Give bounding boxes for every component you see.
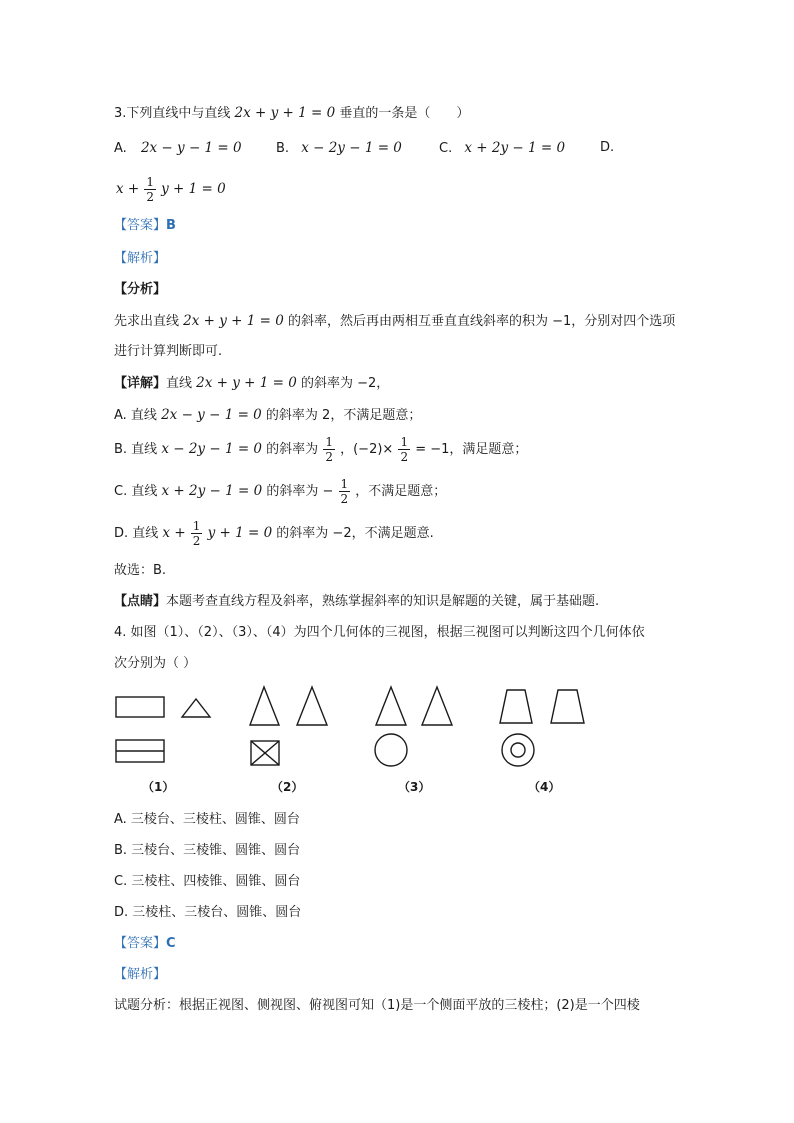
fenxi-post: 的斜率，然后再由两相互垂直直线斜率的积为 −1，分别对四个选项: [288, 314, 676, 329]
fig4-side-view-trapezoid: [551, 690, 584, 723]
q3-option-d-pre: x +: [116, 181, 140, 197]
detail-b-pre: B. 直线: [114, 442, 158, 457]
dianjing-text: 本题考查直线方程及斜率，熟练掌握斜率的知识是解题的关键，属于基础题.: [166, 594, 600, 609]
detail-c-equation: x + 2y − 1 = 0: [161, 483, 263, 499]
q3-option-b-label: B.: [276, 141, 290, 156]
fig-label-4: （4）: [528, 780, 561, 794]
q4-option-b: B. 三棱台、三棱锥、圆锥、圆台: [114, 843, 301, 858]
detail-c-mid: 的斜率为 −: [266, 484, 334, 499]
fenxi-pre: 先求出直线: [114, 314, 180, 329]
fig2-side-view-triangle: [297, 687, 327, 725]
answer-value: C: [166, 936, 176, 951]
q4-option-a: A. 三棱台、三棱柱、圆锥、圆台: [114, 812, 300, 827]
fig-label-1: （1）: [142, 780, 175, 794]
fig4-front-view-trapezoid: [500, 690, 532, 723]
q3-option-c-label: C.: [439, 141, 453, 156]
q3-option-c: x + 2y − 1 = 0: [464, 140, 566, 156]
fig3-side-view-triangle: [422, 687, 452, 725]
detail-tag: 【详解】: [114, 376, 167, 391]
q4-stem-line-1: 4. 如图（1）、（2）、（3）、（4）为四个几何体的三视图，根据三视图可以判断这四个几何体依: [114, 625, 645, 640]
q4-jiexi-tag: 【解析】: [114, 967, 167, 982]
fig-label-2: （2）: [271, 780, 304, 794]
detail-b-post: = −1，满足题意；: [415, 442, 528, 457]
detail-c-post: ，不满足题意；: [355, 484, 447, 499]
fenxi-equation: 2x + y + 1 = 0: [183, 313, 284, 329]
detail-d-eq1: x +: [162, 525, 186, 541]
q3-fenxi-line-2: 进行计算判断即可.: [114, 344, 223, 359]
fig4-top-view-inner-circle: [511, 743, 525, 757]
frac-denominator: 2: [340, 492, 349, 506]
detail-a-pre: A. 直线: [114, 408, 157, 423]
detail-d-post: 的斜率为 −2，不满足题意.: [276, 526, 434, 541]
answer-tag: 【答案】: [114, 936, 167, 951]
q4-answer: [114, 935, 176, 953]
frac-denominator: 2: [325, 450, 333, 464]
q3-stem-post: 垂直的一条是（ ）: [339, 106, 470, 121]
fig1-front-view-rectangle: [116, 697, 164, 717]
fig4-top-view-outer-circle: [502, 734, 534, 766]
detail-d-eq2: y + 1 = 0: [207, 525, 273, 541]
q4-analysis: 试题分析：根据正视图、侧视图、俯视图可知（1)是一个侧面平放的三棱柱；(2)是一个四棱: [114, 998, 640, 1013]
frac-numerator: 1: [340, 477, 349, 491]
answer-value: B: [166, 218, 176, 233]
frac-numerator: 1: [146, 175, 154, 189]
q3-stem-equation: 2x + y + 1 = 0: [234, 105, 336, 121]
fig3-front-view-triangle: [376, 687, 406, 725]
detail-a-post: 的斜率为 2，不满足题意；: [265, 408, 422, 423]
detail-b-mid: 的斜率为: [266, 442, 319, 457]
frac-numerator: 1: [325, 435, 333, 449]
q3-stem-pre: 3.下列直线中与直线: [114, 106, 231, 121]
answer-tag: 【答案】: [114, 218, 167, 233]
q3-option-b: x − 2y − 1 = 0: [301, 140, 402, 156]
detail-b-calc: ，(−2)×: [340, 442, 394, 457]
frac-numerator: 1: [192, 519, 201, 533]
q3-option-d-label: D.: [600, 140, 615, 155]
detail-b-equation: x − 2y − 1 = 0: [161, 441, 263, 457]
detail-post: 的斜率为 −2，: [301, 376, 390, 391]
frac-denominator: 2: [400, 450, 409, 464]
frac-denominator: 2: [192, 534, 201, 548]
detail-pre: 直线: [166, 376, 193, 391]
q3-fenxi-tag: 【分析】: [114, 282, 167, 297]
q4-option-c: C. 三棱柱、四棱锥、圆锥、圆台: [114, 874, 301, 889]
q3-choice: 故选：B.: [114, 563, 167, 578]
frac-denominator: 2: [146, 190, 154, 204]
q3-jiexi-tag: 【解析】: [114, 251, 167, 266]
detail-d-pre: D. 直线: [114, 526, 159, 541]
fig1-side-view-triangle: [182, 699, 210, 717]
dianjing-tag: 【点睛】: [114, 594, 167, 609]
detail-c-pre: C. 直线: [114, 484, 158, 499]
fig2-front-view-triangle: [250, 687, 279, 725]
q4-stem-line-2: 次分别为（ ）: [114, 656, 197, 671]
detail-equation: 2x + y + 1 = 0: [196, 375, 297, 391]
q3-option-a-label: A.: [114, 141, 127, 156]
detail-a-equation: 2x − y − 1 = 0: [161, 407, 262, 423]
fig-label-3: （3）: [398, 780, 431, 794]
frac-numerator: 1: [400, 435, 409, 449]
q3-option-d-post: y + 1 = 0: [161, 181, 226, 197]
fig3-top-view-circle: [375, 734, 407, 766]
q4-option-d: D. 三棱柱、三棱台、圆锥、圆台: [114, 905, 302, 920]
q3-option-a: 2x − y − 1 = 0: [140, 140, 242, 156]
